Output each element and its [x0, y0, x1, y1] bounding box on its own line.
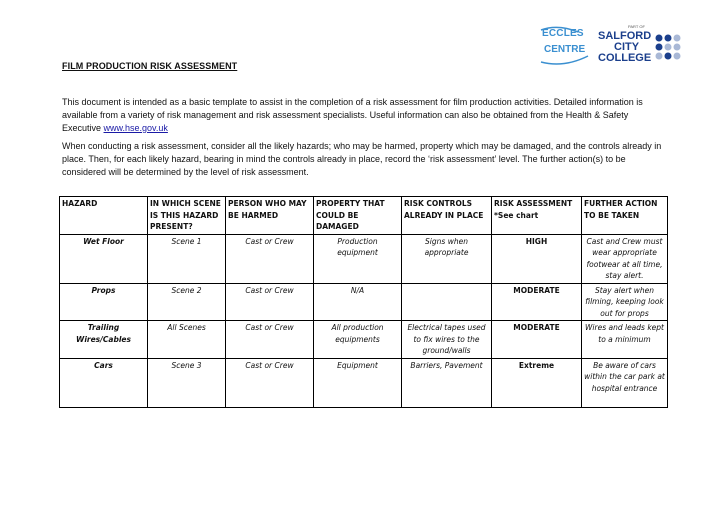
cell-controls: Electrical tapes used to fix wires to the ground/walls [402, 321, 492, 359]
cell-scene: All Scenes [148, 321, 226, 359]
risk-assessment-table [59, 196, 668, 408]
cell-person: Cast or Crew [226, 234, 314, 283]
cell-controls: Barriers, Pavement [402, 358, 492, 407]
cell-scene: Scene 2 [148, 283, 226, 321]
cell-scene: Scene 3 [148, 358, 226, 407]
cell-hazard: Cars [60, 358, 148, 407]
table-row [60, 358, 668, 407]
salford-logo-word: SALFORD [598, 30, 652, 42]
cell-risk: MODERATE [492, 321, 582, 359]
cell-person: Cast or Crew [226, 358, 314, 407]
cell-property: Production equipment [314, 234, 402, 283]
salford-city-college-logo [596, 24, 718, 68]
cell-action: Stay alert when filming, keeping look out for props [582, 283, 668, 321]
document-title: FILM PRODUCTION RISK ASSESSMENT [62, 61, 238, 71]
cell-controls [402, 283, 492, 321]
college-logos [538, 24, 718, 68]
cell-hazard: Props [60, 283, 148, 321]
eccles-centre-logo [538, 26, 596, 66]
cell-risk: Extreme [492, 358, 582, 407]
header-controls: RISK CONTROLS ALREADY IN PLACE [402, 197, 492, 235]
header-person: PERSON WHO MAY BE HARMED [226, 197, 314, 235]
header-property: PROPERTY THAT COULD BE DAMAGED [314, 197, 402, 235]
cell-person: Cast or Crew [226, 321, 314, 359]
cell-property: N/A [314, 283, 402, 321]
instructions-paragraph: When conducting a risk assessment, consider all the likely hazards; who may be harmed, property which may be damaged, and the controls already in place. Then, for each likely hazard, bearing in mind the controls already in place, record the ‘risk assessment’ level. The further action(s) to be considered will be determined by the level of risk assessment. [62, 141, 662, 177]
cell-action: Be aware of cars within the car park at hospital entrance [582, 358, 668, 407]
cell-action: Cast and Crew must wear appropriate footwear at all time, stay alert. [582, 234, 668, 283]
header-scene: IN WHICH SCENE IS THIS HAZARD PRESENT? [148, 197, 226, 235]
header-risk: RISK ASSESSMENT *See chart [492, 197, 582, 235]
cell-person: Cast or Crew [226, 283, 314, 321]
table-row [60, 321, 668, 359]
college-logo-word: COLLEGE [598, 52, 652, 64]
table-row [60, 234, 668, 283]
eccles-logo-word: ECCLES [542, 28, 584, 39]
table-header-row [60, 197, 668, 235]
intro-paragraph [62, 96, 662, 135]
intro-text: This document is intended as a basic template to assist in the completion of a risk assessment for film production activities. Detailed information is available from a variety of risk management and risk assessment specialists. Useful information can also be obtained from the Health & Safety Executive [62, 97, 643, 133]
cell-risk: MODERATE [492, 283, 582, 321]
cell-action: Wires and leads kept to a minimum [582, 321, 668, 359]
cell-controls: Signs when appropriate [402, 234, 492, 283]
cell-hazard: Trailing Wires/Cables [60, 321, 148, 359]
hse-link[interactable]: www.hse.gov.uk [103, 123, 168, 133]
cell-hazard: Wet Floor [60, 234, 148, 283]
cell-risk: HIGH [492, 234, 582, 283]
header-action: FURTHER ACTION TO BE TAKEN [582, 197, 668, 235]
dot-grid-icon [654, 34, 704, 68]
cell-property: All production equipments [314, 321, 402, 359]
eccles-logo-word-2: CENTRE [544, 44, 586, 55]
city-logo-word: CITY [614, 41, 640, 53]
cell-scene: Scene 1 [148, 234, 226, 283]
header-hazard: HAZARD [60, 197, 148, 235]
part-of-label: PART OF [628, 24, 645, 29]
table-row [60, 283, 668, 321]
cell-property: Equipment [314, 358, 402, 407]
